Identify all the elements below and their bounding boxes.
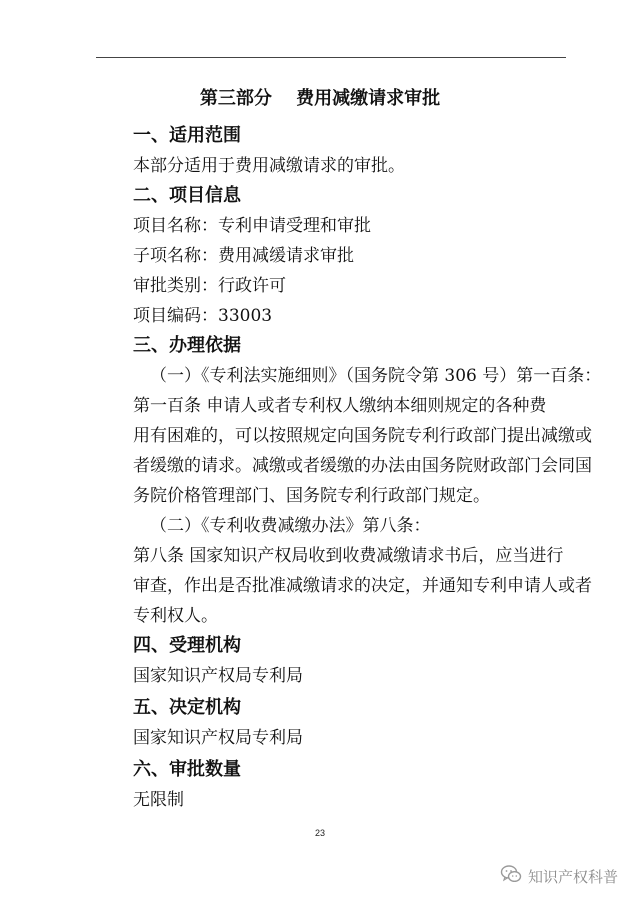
page-number: 23 — [314, 828, 325, 838]
basis-2-line: 第八条 国家知识产权局收到收费减缴请求书后，应当进行 — [133, 546, 564, 566]
section-heading-approval-quantity: 六、审批数量 — [133, 759, 241, 780]
basis-title-1: （一）《专利法实施细则》（国务院令第 306 号）第一百条： — [150, 366, 602, 386]
section-heading-deciding-agency: 五、决定机构 — [133, 697, 241, 718]
basis-title-2: （二）《专利收费减缴办法》第八条： — [150, 516, 431, 536]
basis-1-line: 务院价格管理部门、国务院专利行政部门规定。 — [133, 486, 490, 506]
project-code-line: 项目编码：33003 — [133, 306, 273, 326]
accepting-agency-text: 国家知识产权局专利局 — [133, 666, 303, 686]
deciding-agency-text: 国家知识产权局专利局 — [133, 728, 303, 748]
basis-1-line: 用有困难的，可以按照规定向国务院专利行政部门提出减缴或 — [133, 426, 592, 446]
section-heading-basis: 三、办理依据 — [133, 335, 241, 356]
project-name-line: 项目名称：专利申请受理和审批 — [133, 216, 371, 236]
basis-2-line: 专利权人。 — [133, 606, 218, 626]
scope-text: 本部分适用于费用减缴请求的审批。 — [133, 156, 405, 176]
section-heading-scope: 一、适用范围 — [133, 125, 241, 146]
basis-1-line: 者缓缴的请求。减缴或者缓缴的办法由国务院财政部门会同国 — [133, 456, 592, 476]
watermark-text: 知识产权科普 — [527, 868, 618, 886]
section-heading-project-info: 二、项目信息 — [133, 185, 241, 206]
approval-quantity-text: 无限制 — [133, 790, 184, 810]
basis-1-line: 第一百条 申请人或者专利权人缴纳本细则规定的各种费 — [133, 396, 547, 416]
watermark — [500, 866, 618, 888]
page-title: 第三部分 费用减缴请求审批 — [199, 88, 441, 109]
section-heading-accepting-agency: 四、受理机构 — [133, 635, 241, 656]
wechat-icon — [500, 864, 522, 890]
approval-category-line: 审批类别：行政许可 — [133, 276, 286, 296]
subitem-name-line: 子项名称：费用减缓请求审批 — [133, 246, 354, 266]
basis-2-line: 审查，作出是否批准减缴请求的决定，并通知专利申请人或者 — [133, 576, 592, 596]
header-rule — [96, 57, 566, 58]
